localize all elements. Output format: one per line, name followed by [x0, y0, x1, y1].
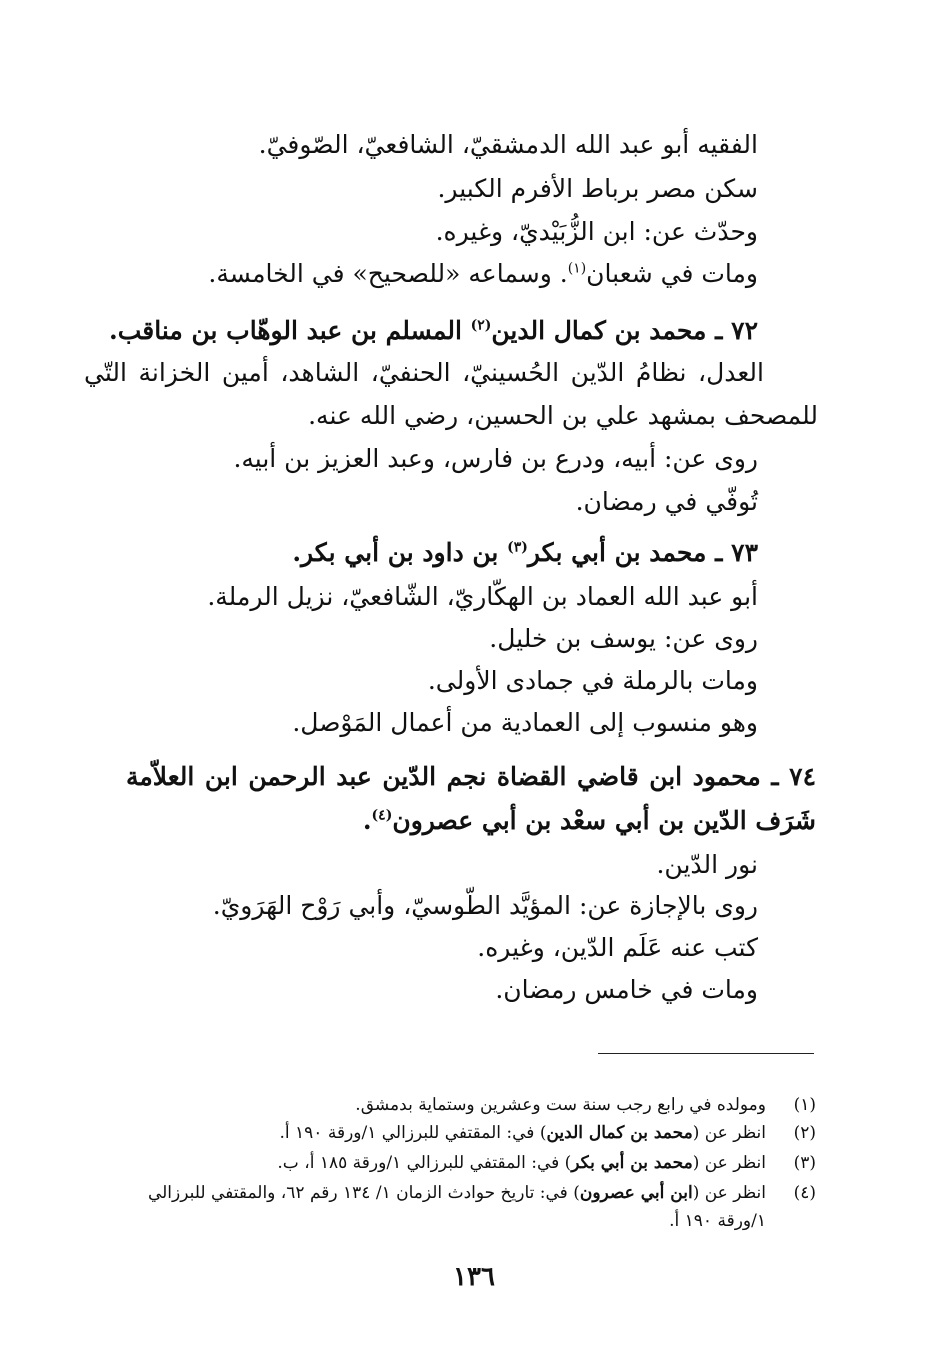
text-line: وحدّث عن: ابن الزُّبَيْديّ، وغيره.	[435, 217, 758, 246]
footnote-4	[96, 1180, 816, 1206]
footnote-4-cont: ١/ورقة ١٩٠ أ.	[669, 1211, 766, 1231]
footnote-ref: (١)	[567, 260, 587, 277]
entry-heading-72	[109, 314, 758, 348]
footnote-text: انظر عن (	[692, 1183, 766, 1203]
text-line: نور الدّين.	[656, 850, 758, 879]
footnote-text: ومولده في رابع رجب سنة ست وعشرين وستماية بدمشق.	[355, 1095, 766, 1115]
text-line: للمصحف بمشهد علي بن الحسين، رضي الله عنه.	[308, 401, 818, 430]
text-line: أبو عبد الله العماد بن الهكّاريّ، الشّافعيّ، نزيل الرملة.	[207, 582, 758, 611]
footnote-number: (١)	[793, 1095, 816, 1115]
text-line: روى بالإجازة عن: المؤيَّد الطّوسيّ، وأبي رَوْح الهَرَويّ.	[212, 891, 758, 920]
footnote-text: ) في: تاريخ حوادث الزمان ١/ ١٣٤ رقم ٦٢، والمقتفي للبرزالي	[147, 1183, 580, 1203]
text-line: تُوفّي في رمضان.	[575, 487, 758, 516]
footnote-text: ) في: المقتفي للبرزالي ١/ورقة ١٩٠ أ.	[279, 1123, 547, 1143]
footnote-text: ) في: المقتفي للبرزالي ١/ورقة ١٨٥ أ، ب.	[277, 1153, 572, 1173]
text-segment: . وسماعه «للصحيح» في الخامسة.	[208, 259, 568, 288]
entry-heading-74: ٧٤ ـ محمود ابن قاضي القضاة نجم الدّين عبد الرحمن ابن العلاّمة	[126, 762, 816, 791]
footnote-text: انظر عن (	[692, 1153, 766, 1173]
footnote-ref: (٣)	[507, 539, 528, 556]
heading-segment: ٧٣ ـ محمد بن أبي بكر	[527, 538, 758, 567]
text-line: كتب عنه عَلَم الدّين، وغيره.	[477, 933, 758, 962]
text-line: روى عن: أبيه، ودرع بن فارس، وعبد العزيز بن أبيه.	[233, 444, 758, 473]
footnote-1	[96, 1092, 816, 1118]
footnote-divider	[598, 1053, 814, 1054]
footnote-2	[96, 1120, 816, 1146]
footnote-bold: محمد بن كمال الدين	[546, 1123, 693, 1143]
footnote-number: (٣)	[793, 1153, 816, 1173]
footnote-bold: محمد بن أبي بكر	[571, 1153, 693, 1173]
text-line: الفقيه أبو عبد الله الدمشقيّ، الشافعيّ، الصّوفيّ.	[258, 130, 758, 159]
text-line: وهو منسوب إلى العمادية من أعمال المَوْصل.	[292, 708, 758, 737]
heading-segment: .	[362, 806, 372, 835]
footnote-number: (٢)	[793, 1123, 816, 1143]
text-line: ومات في خامس رمضان.	[495, 975, 758, 1004]
footnote-ref: (٤)	[371, 807, 393, 824]
text-line: سكن مصر برباط الأفرم الكبير.	[437, 174, 758, 203]
text-line	[208, 257, 758, 291]
heading-segment: شَرَف الدّين بن أبي سعْد بن أبي عصرون	[392, 806, 816, 835]
text-line: العدل، نظامُ الدّين الحُسينيّ، الحنفيّ، الشاهد، أمين الخزانة التّي	[84, 358, 764, 387]
entry-heading-74-cont	[363, 804, 816, 838]
heading-segment: المسلم بن عبد الوهّاب بن مناقب.	[109, 316, 471, 345]
entry-heading-73	[292, 536, 758, 570]
footnote-text: انظر عن (	[692, 1123, 766, 1143]
footnote-3	[96, 1150, 816, 1176]
footnote-ref: (٢)	[470, 317, 492, 334]
text-line: روى عن: يوسف بن خليل.	[489, 624, 758, 653]
footnote-number: (٤)	[793, 1183, 816, 1203]
page-number: ١٣٦	[453, 1262, 495, 1292]
heading-segment: بن داود بن أبي بكر.	[292, 538, 508, 567]
text-line: ومات بالرملة في جمادى الأولى.	[427, 666, 758, 695]
text-segment: ومات في شعبان	[586, 259, 758, 288]
heading-segment: ٧٢ ـ محمد بن كمال الدين	[491, 316, 758, 345]
footnote-bold: ابن أبي عصرون	[579, 1183, 693, 1203]
